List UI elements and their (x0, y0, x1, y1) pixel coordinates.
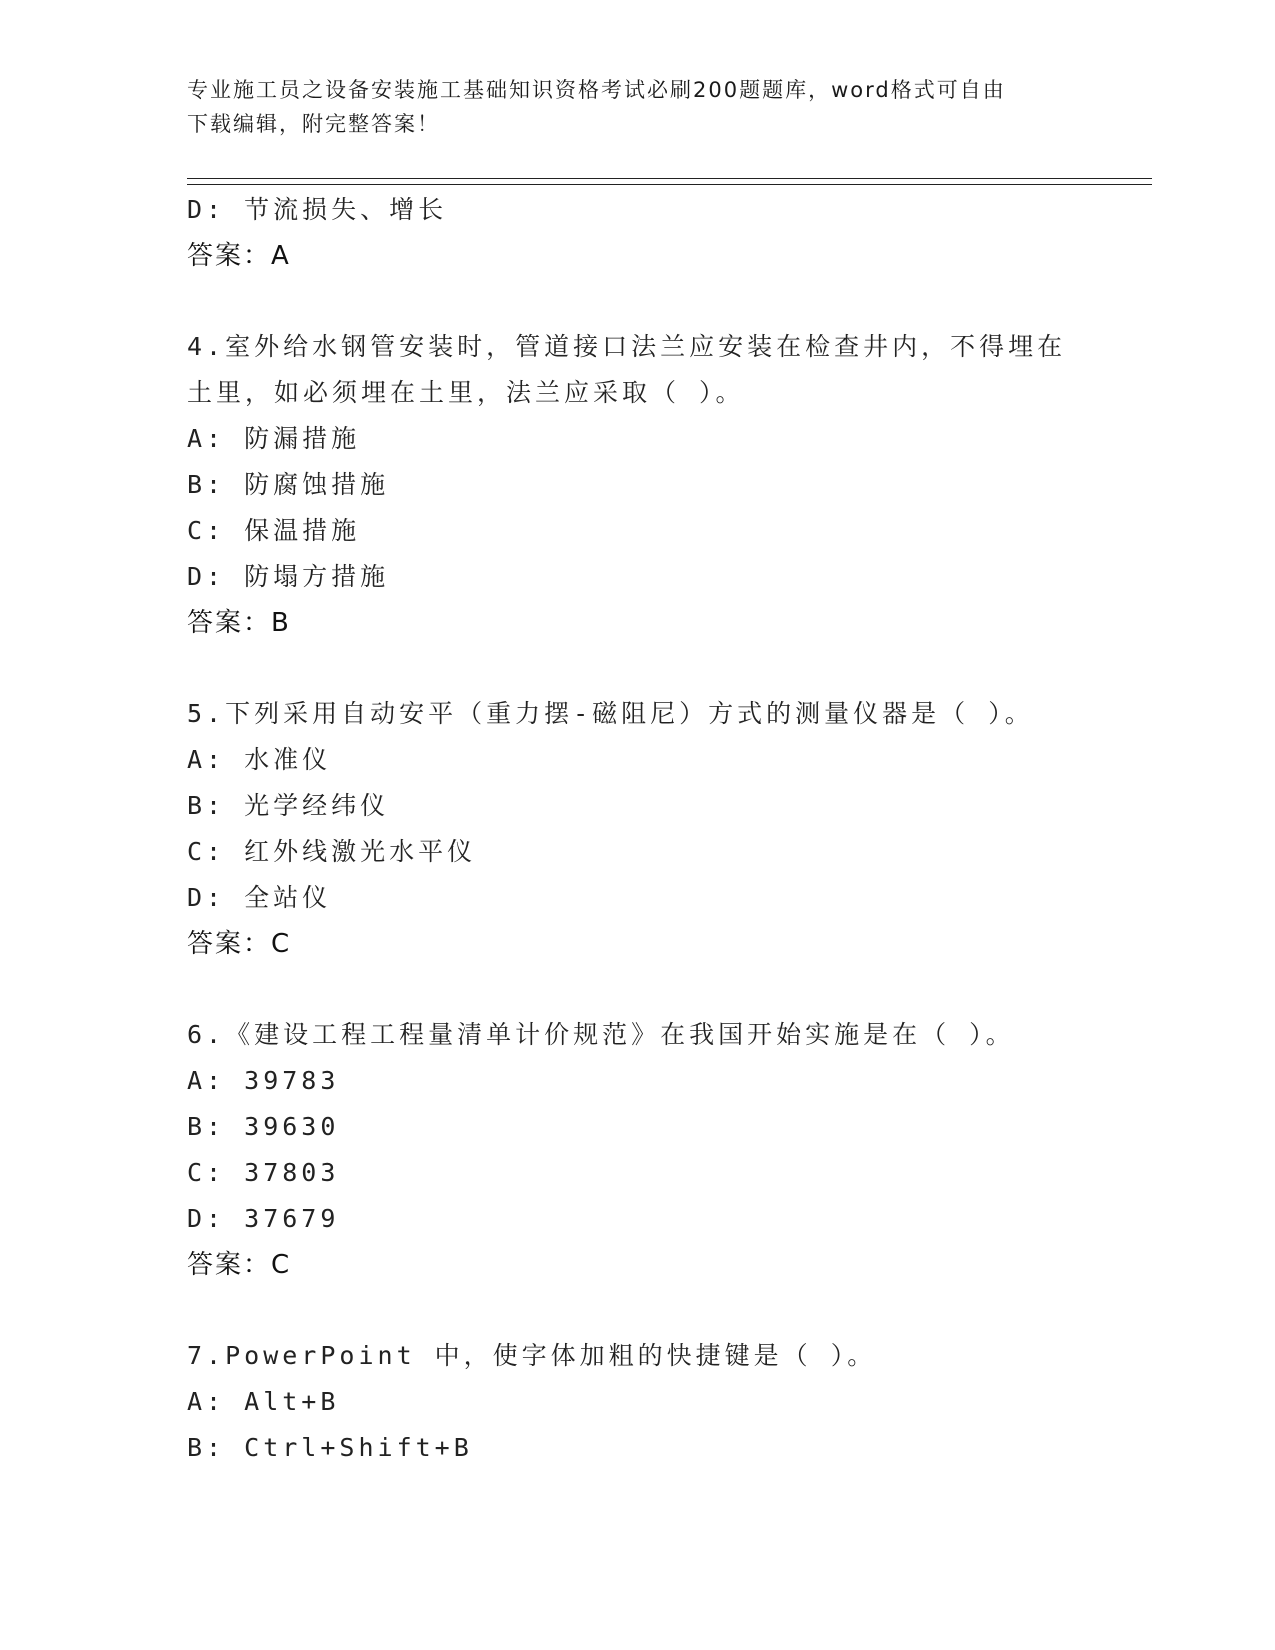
question-content (187, 187, 1087, 1471)
option-c: C: 保温措施 (187, 516, 361, 545)
option-c: C: 红外线激光水平仪 (187, 837, 477, 866)
question-block (187, 691, 1087, 967)
question-stem: 4.室外给水钢管安装时，管道接口法兰应安装在检查井内，不得埋在 (187, 332, 1067, 361)
option-a: A: 水准仪 (187, 745, 332, 774)
option-c: C: 37803 (187, 1158, 340, 1187)
option-b: B: Ctrl+Shift+B (187, 1433, 473, 1462)
question-stem: 5.下列采用自动安平（重力摆-磁阻尼）方式的测量仪器是（ ）。 (187, 699, 1034, 728)
option-d: D: 防塌方措施 (187, 562, 390, 591)
option-a: A: 39783 (187, 1066, 340, 1095)
spacer (187, 1288, 1087, 1333)
question-block (187, 1333, 1087, 1471)
question-stem: 6.《建设工程工程量清单计价规范》在我国开始实施是在（ ）。 (187, 1020, 1015, 1049)
option-a: A: 防漏措施 (187, 424, 361, 453)
document-header (187, 73, 1087, 141)
header-line-1: 专业施工员之设备安装施工基础知识资格考试必刷200题题库，word格式可自由 (187, 78, 1006, 102)
question-block (187, 324, 1087, 646)
option-d: D: 节流损失、增长 (187, 195, 448, 224)
header-divider-top (187, 178, 1152, 179)
header-divider-bottom (187, 184, 1152, 185)
question-stem-continued: 土里，如必须埋在土里，法兰应采取（ ）。 (187, 378, 745, 407)
answer-line: 答案：A (187, 241, 291, 271)
header-line-2: 下载编辑，附完整答案！ (187, 112, 440, 136)
answer-line: 答案：C (187, 929, 292, 959)
spacer (187, 279, 1087, 324)
option-a: A: Alt+B (187, 1387, 340, 1416)
question-block (187, 1012, 1087, 1288)
question-stem: 7.PowerPoint 中，使字体加粗的快捷键是（ ）。 (187, 1341, 877, 1370)
option-d: D: 全站仪 (187, 883, 332, 912)
spacer (187, 646, 1087, 691)
option-b: B: 39630 (187, 1112, 340, 1141)
answer-line: 答案：B (187, 608, 291, 638)
answer-line: 答案：C (187, 1250, 292, 1280)
option-b: B: 光学经纬仪 (187, 791, 390, 820)
option-b: B: 防腐蚀措施 (187, 470, 390, 499)
option-d: D: 37679 (187, 1204, 340, 1233)
spacer (187, 967, 1087, 1012)
